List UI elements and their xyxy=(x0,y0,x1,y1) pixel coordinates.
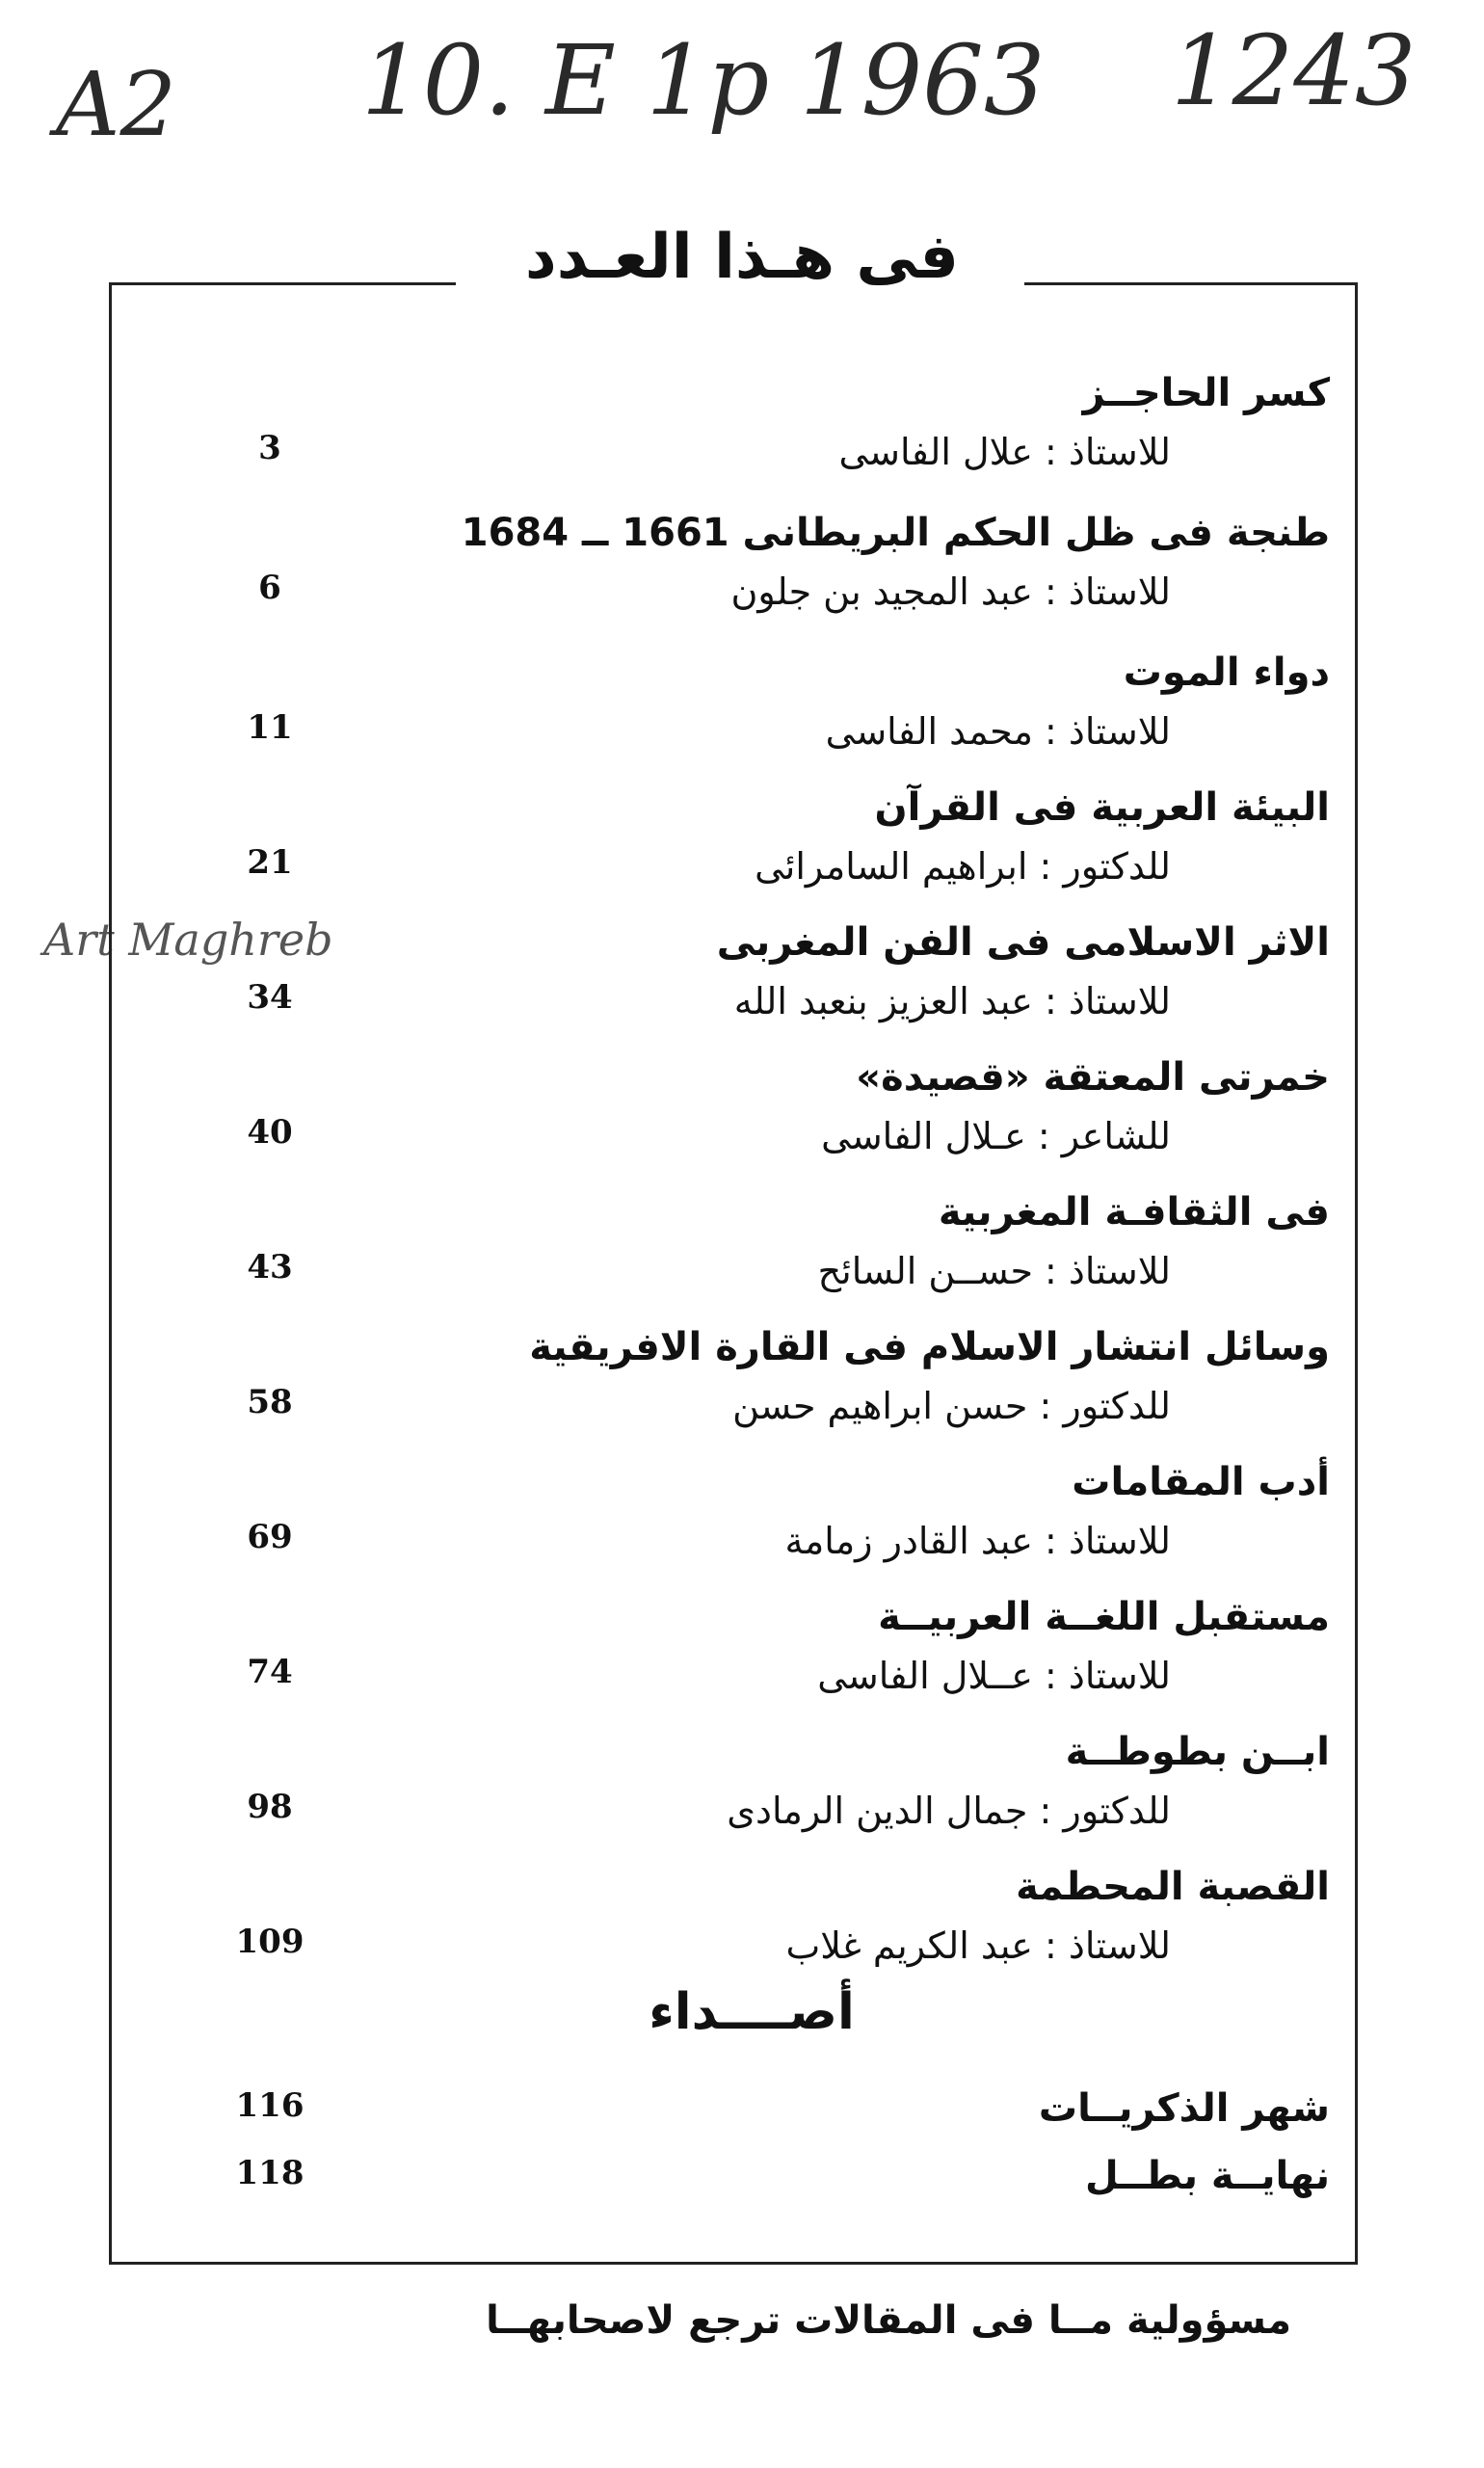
article-author: للاستاذ : محمد الفاسى xyxy=(825,710,1171,753)
article-title: ابــن بطوطــة xyxy=(1065,1730,1330,1774)
article-author: للاستاذ : عــلال الفاسى xyxy=(817,1655,1171,1697)
page-number: 40 xyxy=(247,1113,293,1152)
article-author: للاستاذ : عبد المجيد بن جلون xyxy=(730,571,1171,613)
page-number: 6 xyxy=(258,569,281,607)
page-number: 34 xyxy=(247,978,293,1017)
page-number: 58 xyxy=(247,1383,293,1421)
article-title: دواء الموت xyxy=(1123,650,1330,695)
article-author: للاستاذ : علال الفاسى xyxy=(838,431,1171,473)
article-title: كسر الحاجــز xyxy=(1082,371,1330,415)
disclaimer-note: مسؤولية مــا فى المقالات ترجع لاصحابهــا xyxy=(486,2298,1291,2343)
handwritten-note-top-middle: 10. E 1p 1963 xyxy=(361,24,1046,137)
article-author: للدكتور : جمال الدين الرمادى xyxy=(727,1790,1171,1832)
article-author: للدكتور : ابراهيم السامرائى xyxy=(755,845,1171,888)
page-number: 109 xyxy=(235,1923,305,1961)
page-number: 69 xyxy=(247,1518,293,1556)
page-number: 43 xyxy=(247,1248,293,1287)
page-number: 98 xyxy=(247,1788,293,1826)
article-author: للاستاذ : عبد القادر زمامة xyxy=(784,1520,1171,1562)
contents-heading: فى هـذا العـدد xyxy=(524,222,960,293)
handwritten-note-top-left: A2 xyxy=(56,53,176,156)
article-author: للاستاذ : حســن السائح xyxy=(817,1250,1171,1292)
page-number: 11 xyxy=(247,708,293,747)
toc-extra-entry xyxy=(135,2086,1330,2144)
article-author: للشاعر : عـلال الفاسى xyxy=(821,1115,1171,1157)
article-author: للدكتور : حسن ابراهيم حسن xyxy=(732,1385,1171,1427)
toc-extra-entry xyxy=(135,2154,1330,2212)
handwritten-margin-note: Art Maghreb xyxy=(43,914,333,966)
article-title: مستقبل اللغــة العربيــة xyxy=(878,1595,1330,1639)
extra-title: شهر الذكريــات xyxy=(1038,2086,1330,2131)
page-number: 21 xyxy=(247,843,293,882)
handwritten-note-top-right: 1243 xyxy=(1171,14,1417,127)
extra-title: نهايــة بطــل xyxy=(1084,2154,1330,2198)
article-title: أدب المقامات xyxy=(1072,1460,1330,1504)
article-title: خمرتى المعتقة «قصيدة» xyxy=(856,1055,1330,1100)
page-number: 118 xyxy=(235,2154,305,2192)
page-number: 3 xyxy=(258,429,281,467)
article-title: طنجة فى ظل الحكم البريطانى 1661 ــ 1684 xyxy=(461,511,1330,555)
article-title: وسائل انتشار الاسلام فى القارة الافريقية xyxy=(529,1325,1330,1369)
article-title: فى الثقافـة المغربية xyxy=(938,1190,1330,1234)
article-title: الاثر الاسلامى فى الفن المغربى xyxy=(716,920,1330,965)
article-author: للاستاذ : عبد العزيز بنعبد الله xyxy=(733,980,1171,1022)
page-number: 116 xyxy=(235,2086,305,2125)
section-heading: أصــــداء xyxy=(649,1983,855,2041)
article-title: البيئة العربية فى القرآن xyxy=(874,785,1330,830)
article-title: القصبة المحطمة xyxy=(1016,1865,1330,1909)
page-number: 74 xyxy=(247,1653,293,1691)
article-author: للاستاذ : عبد الكريم غلاب xyxy=(785,1924,1171,1967)
